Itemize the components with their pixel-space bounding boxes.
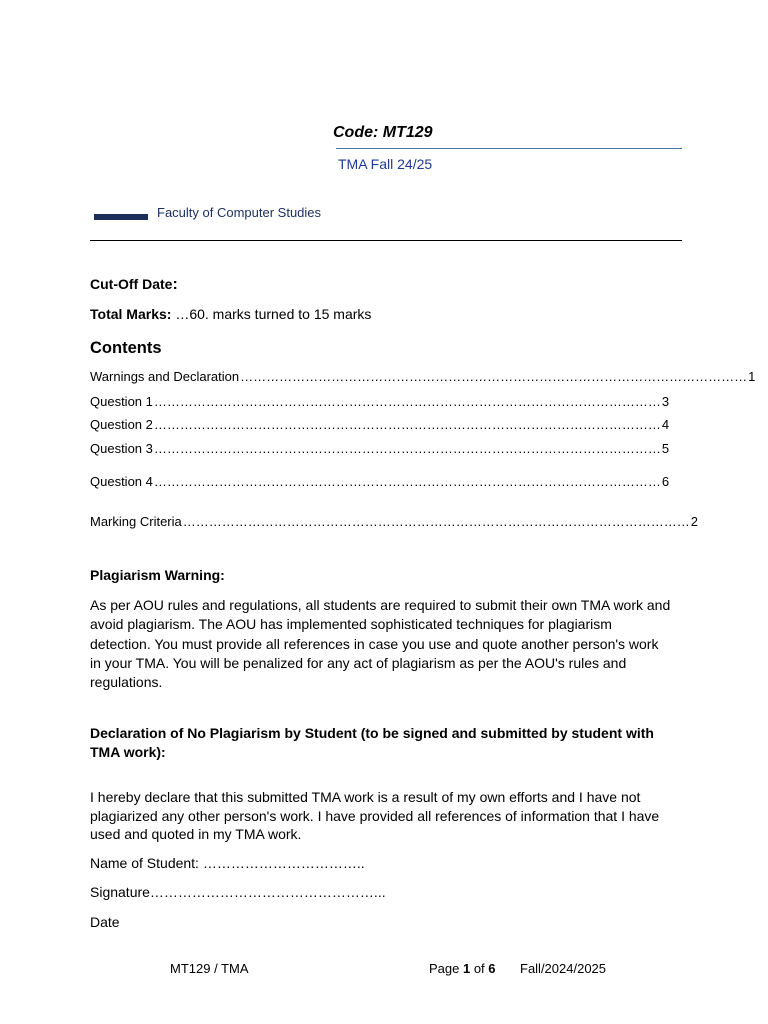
toc-label: Question 2: [90, 417, 153, 432]
toc-page: 3: [661, 394, 670, 409]
declaration-title: Declaration of No Plagiarism by Student (to be signed and submitted by student with TMA work):: [90, 725, 654, 760]
toc-page: 4: [661, 417, 670, 432]
cutoff-colon: :: [172, 276, 178, 293]
contents-title: Contents: [90, 339, 162, 357]
toc-item-question-1[interactable]: [90, 394, 670, 409]
toc-leader: ………………………………………………………………………………………………………: [153, 394, 661, 409]
toc-item-question-4[interactable]: [90, 474, 670, 489]
toc-item-marking-criteria[interactable]: [90, 514, 698, 529]
date-field[interactable]: Date: [90, 914, 120, 930]
footer-page-number: [429, 961, 496, 976]
footer-course: MT129 / TMA: [170, 961, 249, 976]
footer-term: Fall/2024/2025: [520, 961, 607, 976]
toc-leader: ………………………………………………………………………………………………………: [182, 514, 690, 529]
total-value: …60. marks turned to 15 marks: [171, 306, 372, 322]
toc-item-question-2[interactable]: [90, 417, 670, 432]
toc-page: 1: [748, 369, 756, 384]
tma-term: TMA Fall 24/25: [338, 156, 433, 172]
page-word: Page: [429, 961, 463, 976]
student-name-field[interactable]: Name of Student: ……………………………..: [90, 855, 365, 871]
total-marks: [90, 306, 371, 322]
toc-label: Marking Criteria: [90, 514, 182, 529]
page-current: 1: [462, 961, 471, 976]
faculty-name: Faculty of Computer Studies: [157, 205, 322, 220]
of-word: of: [470, 961, 489, 976]
code-underline: [336, 148, 682, 149]
header-divider: [90, 240, 682, 241]
toc-label: Question 1: [90, 394, 153, 409]
cutoff-date: [90, 276, 178, 294]
toc-item-warnings[interactable]: [90, 369, 756, 384]
toc-leader: ………………………………………………………………………………………………………: [153, 474, 661, 489]
code-colon: :: [373, 124, 383, 141]
toc-page: 6: [661, 474, 670, 489]
toc-leader: ………………………………………………………………………………………………………: [153, 417, 661, 432]
code-value: MT129: [382, 124, 433, 141]
plagiarism-title: Plagiarism Warning:: [90, 567, 225, 583]
toc-page: 2: [690, 514, 698, 529]
plagiarism-body: As per AOU rules and regulations, all students are required to submit their own TMA work and avoid plagiarism. The AOU has implemented sophisticated techniques for plagiarism detection. You must provide all references in case you use and quote another person's work in your TMA. You will be penalized for any act of plagiarism as per the AOU's rules and regulations.: [90, 597, 671, 691]
code-label: Code: [333, 124, 373, 141]
toc-label: Question 3: [90, 441, 153, 456]
toc-leader: ………………………………………………………………………………………………………: [240, 369, 748, 384]
signature-field[interactable]: Signature…………………………………………...: [90, 884, 386, 900]
page-total: 6: [488, 961, 496, 976]
toc-item-question-3[interactable]: [90, 441, 670, 456]
total-label: Total Marks:: [90, 306, 172, 322]
toc-label: Question 4: [90, 474, 153, 489]
course-code: [333, 124, 433, 142]
declaration-body: I hereby declare that this submitted TMA work is a result of my own efforts and I have not plagiarized any other person's work. I have provided all references of information that I have used and quoted in my TMA work.: [90, 789, 660, 842]
logo-mark: [94, 214, 148, 220]
toc-leader: ………………………………………………………………………………………………………: [153, 441, 661, 456]
cutoff-label: Cut-Off Date: [90, 276, 173, 292]
toc-page: 5: [661, 441, 670, 456]
toc-label: Warnings and Declaration: [90, 369, 240, 384]
